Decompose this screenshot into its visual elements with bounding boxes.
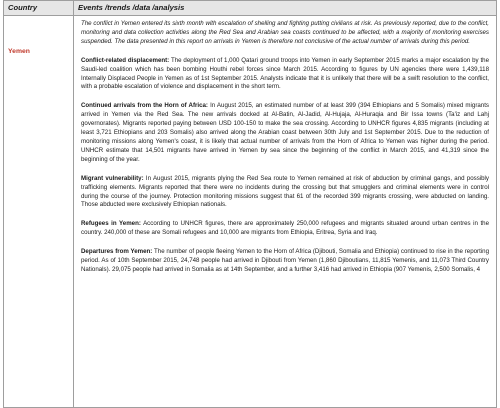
section-heading: Refugees in Yemen: (81, 220, 141, 228)
section-paragraph (81, 248, 489, 275)
intro-paragraph: The conflict in Yemen entered its sixth month with escalation of shelling and fighting putting civilians at risk. As previously reported, due to the conflict, monitoring and data collection activities along the Red Sea and Arabian sea coasts continued to be affected, with a majority of monitoring exercises suspended. The data presented in this report on arrivals in Yemen is therefore not conclusive of the actual number of arrivals during this period. (81, 20, 489, 45)
section-text: In August 2015, migrants plying the Red Sea route to Yemen remained at risk of abduction by criminal gangs, and possibly trafficking elements. Migrants reported that there were no incidents during the crossing but that smugglers and criminal elements were in control during the course of the journey. Protection monitoring missions suggest that 61 of the recorded 399 migrants crossing, were abducted on landing. Those abducted were exclusively Ethiopian nationals. (81, 174, 489, 209)
section-text: The deployment of 1,000 Qatari ground troops into Yemen in early September 2015 marks a major escalation by the Saudi-led coalition which has been bombing Houthi rebel forces since March 2015. According to figures by UN agencies there were 1,439,118 Internally Displaced People in Yemen as of 1st September 2015. Analysts indicate that it is unlikely that there will be a swift resolution to the conflict, with a probable escalation of violence and displacement in the short term. (81, 56, 489, 91)
section-heading: Conflict-related displacement: (81, 56, 170, 64)
events-table (3, 0, 497, 408)
section-paragraph (81, 102, 489, 164)
section-paragraph (81, 175, 489, 211)
country-column-header: Country (4, 1, 74, 16)
section-text: According to UNHCR figures, there are approximately 250,000 refugees and migrants situated around urban centres in the country. 240,000 of these are Somali refugees and 10,000 are migrants from Ethiopia, Eritrea, Syria and Iraq. (81, 220, 489, 237)
section-heading: Continued arrivals from the Horn of Africa: (81, 102, 208, 110)
section-paragraph (81, 220, 489, 238)
section-heading: Departures from Yemen: (81, 248, 153, 256)
country-cell: Yemen (4, 16, 74, 408)
events-cell (74, 16, 497, 408)
section-text: In August 2015, an estimated number of at least 399 (394 Ethiopians and 5 Somalis) mixed migrants arrived in Yemen via the Red Sea. The new arrivals docked at Al-Batin, Al-Jadid, Al-Hujaja, Al-Huraqia and Bir Issa towns (Ta'iz and Lahj governorates). Migrants reported paying between USD 100-150 to make the sea crossing. According to UNHCR figures 4,835 migrants (including at least 3,721 Ethiopians and 203 Somalis) also arrived along the Arabian coast between 30th July and 1st September 2015. Due to the reduction of monitoring missions along Yemen's coast, it is likely that actual number of arrivals from the Horn of Africa to Yemen was higher during the period. UNHCR estimate that 14,501 migrants have arrived in Yemen by sea since the beginning of the conflict in March 2015, and 41,319 since the beginning of the year. (81, 102, 489, 163)
section-paragraph (81, 57, 489, 93)
table-row (4, 16, 497, 408)
section-heading: Migrant vulnerability: (81, 174, 144, 182)
table-header-row (4, 1, 497, 16)
events-content (75, 17, 495, 406)
section-text: The number of people fleeing Yemen to the Horn of Africa (Djibouti, Somalia and Ethiopia) continued to rise in the reporting period. As of 10th September 2015, 24,748 people had arrived in Djibouti from Yemen (1,860 Djiboutians, 11,815 Yemenis, and 11,073 Third Country Nationals). 29,075 people had arrived in Somalia as at 14th September, and a further 3,416 had arrived in Ethiopia (907 Yemenis, 2,500 Somalis, 4 (81, 248, 489, 273)
events-column-header: Events /trends /data /analysis (74, 1, 497, 16)
